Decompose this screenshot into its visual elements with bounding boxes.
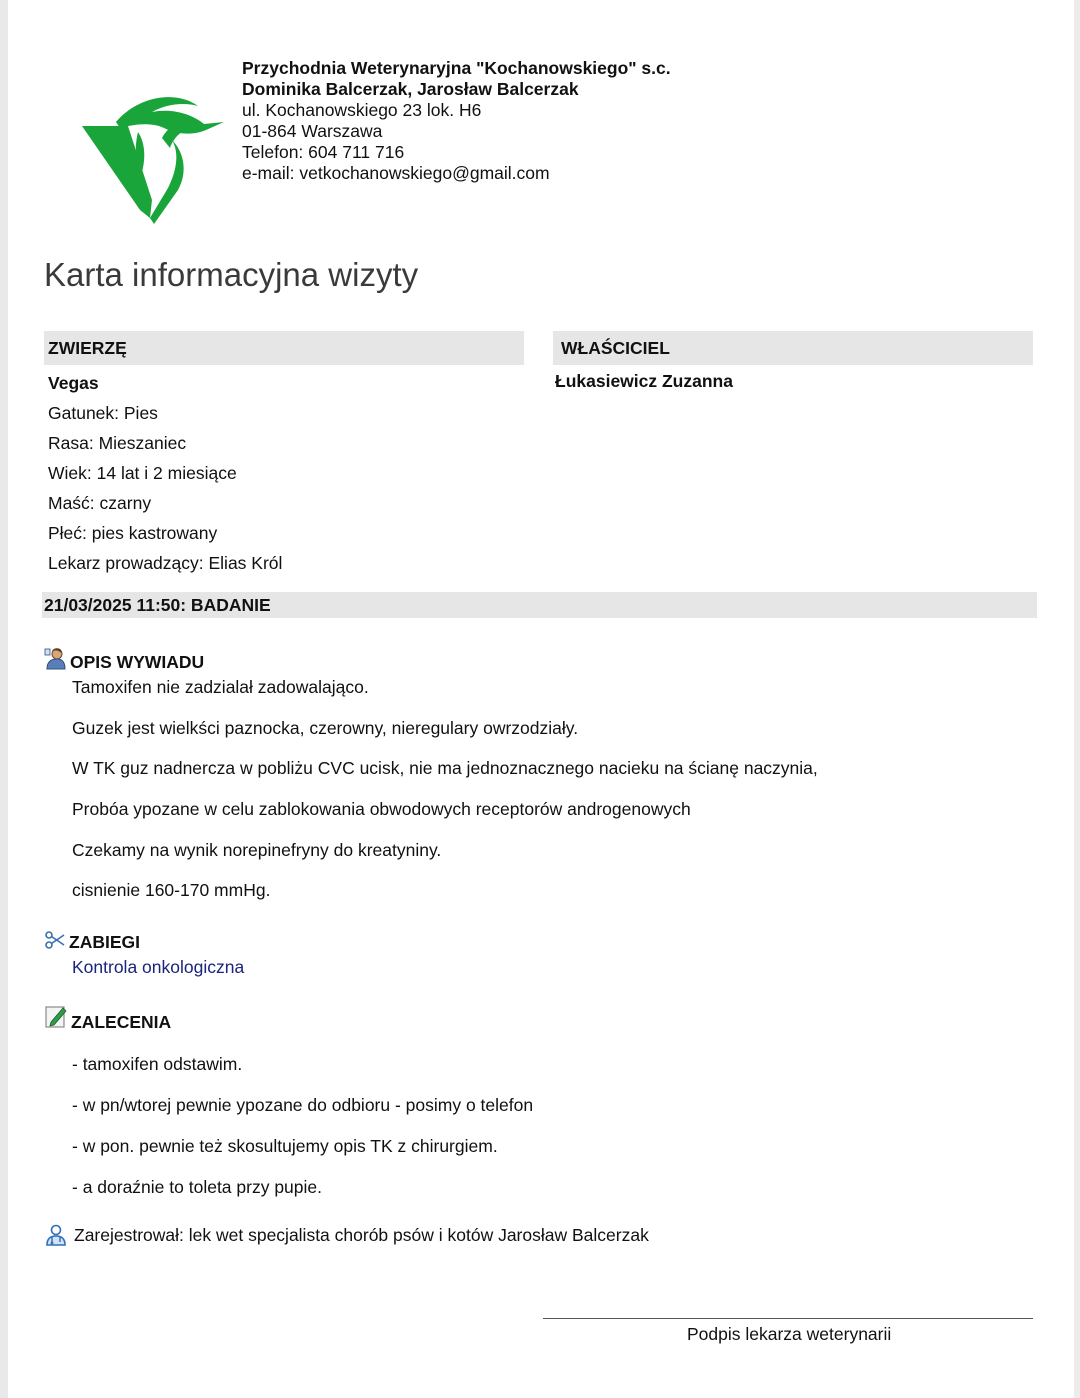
interview-line: cisnienie 160-170 mmHg. bbox=[72, 880, 271, 901]
signature-label: Podpis lekarza weterynarii bbox=[687, 1324, 892, 1344]
recommendations-header bbox=[45, 1000, 171, 1033]
clinic-city: 01-864 Warszawa bbox=[242, 121, 383, 141]
signature-line bbox=[543, 1318, 1033, 1319]
recommendation-line: - a doraźnie to toleta przy pupie. bbox=[72, 1177, 323, 1197]
registered-by bbox=[44, 1224, 649, 1246]
owner-name: Łukasiewicz Zuzanna bbox=[555, 371, 733, 391]
pencil-note-icon bbox=[45, 1005, 68, 1029]
animal-section-header: ZWIERZĘ bbox=[44, 331, 524, 365]
animal-age: Wiek: 14 lat i 2 miesiące bbox=[48, 463, 237, 483]
clinic-name: Przychodnia Weterynaryjna "Kochanowskiego" s.c. bbox=[242, 58, 671, 78]
page-edge-right bbox=[1074, 0, 1080, 1398]
clinic-phone: Telefon: 604 711 716 bbox=[242, 142, 405, 162]
procedure-item[interactable]: Kontrola onkologiczna bbox=[72, 957, 245, 977]
animal-doctor: Lekarz prowadzący: Elias Król bbox=[48, 553, 283, 573]
clinic-street: ul. Kochanowskiego 23 lok. H6 bbox=[242, 100, 482, 120]
recommendations-text bbox=[72, 1054, 533, 1218]
animal-name: Vegas bbox=[48, 373, 99, 393]
interview-line: Czekamy na wynik norepinefryny do kreatyniny. bbox=[72, 839, 442, 860]
animal-color: Maść: czarny bbox=[48, 493, 152, 513]
scissors-icon bbox=[45, 931, 66, 951]
clinic-owners: Dominika Balcerzak, Jarosław Balcerzak bbox=[242, 79, 579, 99]
recommendation-line: - w pn/wtorej pewnie ypozane do odbioru - posimy o telefon bbox=[72, 1095, 534, 1115]
page-edge-left bbox=[0, 0, 8, 1398]
vet-logo-green-v-icon bbox=[80, 92, 228, 226]
person-icon bbox=[44, 647, 67, 671]
animal-details bbox=[48, 368, 282, 578]
registered-text: Zarejestrował: lek wet specjalista chorób psów i kotów Jarosław Balcerzak bbox=[74, 1224, 649, 1245]
recommendations-title: ZALECENIA bbox=[71, 1012, 172, 1032]
interview-line: W TK guz nadnercza w pobliżu CVC ucisk, nie ma jednoznacznego nacieku na ścianę naczynia, bbox=[72, 758, 818, 779]
clinic-email: e-mail: vetkochanowskiego@gmail.com bbox=[242, 163, 550, 183]
interview-text bbox=[72, 677, 818, 921]
visit-header: 21/03/2025 11:50: BADANIE bbox=[42, 592, 1037, 618]
owner-section-header: WŁAŚCICIEL bbox=[553, 331, 1033, 365]
animal-sex: Płeć: pies kastrowany bbox=[48, 523, 218, 543]
page-title: Karta informacyjna wizyty bbox=[44, 256, 419, 293]
interview-line: Probóa ypozane w celu zablokowania obwodowych receptorów androgenowych bbox=[72, 799, 691, 820]
clinic-header bbox=[242, 58, 671, 184]
interview-title: OPIS WYWIADU bbox=[70, 652, 205, 672]
interview-header bbox=[44, 644, 204, 673]
animal-breed: Rasa: Mieszaniec bbox=[48, 433, 187, 453]
recommendation-line: - tamoxifen odstawim. bbox=[72, 1054, 243, 1074]
recommendation-line: - w pon. pewnie też skosultujemy opis TK z chirurgiem. bbox=[72, 1136, 498, 1156]
animal-species: Gatunek: Pies bbox=[48, 403, 158, 423]
procedures-title: ZABIEGI bbox=[69, 932, 140, 952]
interview-line: Guzek jest wielkści paznocka, czerowny, nieregulary owrzodziały. bbox=[72, 717, 579, 738]
interview-line: Tamoxifen nie zadzialał zadowalająco. bbox=[72, 677, 369, 697]
doctor-icon bbox=[44, 1224, 68, 1246]
procedures-header bbox=[45, 928, 140, 953]
